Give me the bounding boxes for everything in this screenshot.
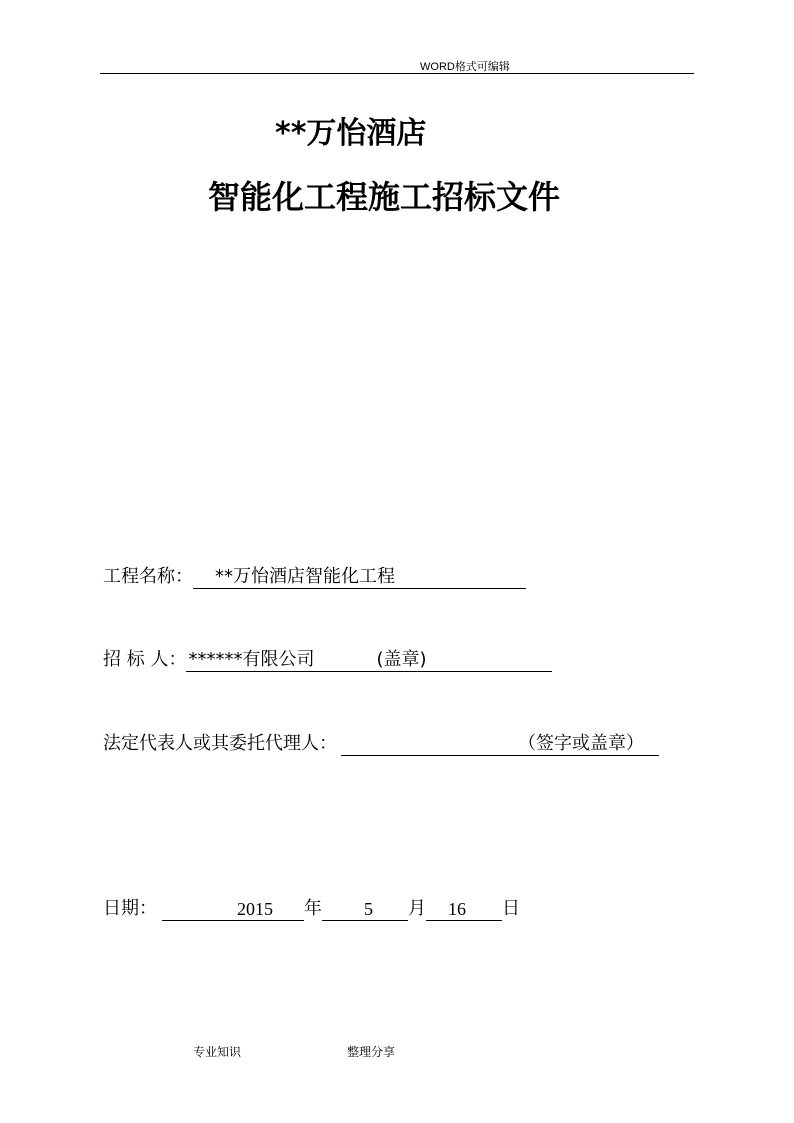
- project-name-label: 工程名称：: [103, 566, 193, 587]
- tenderer-label: 招 标 人：: [103, 649, 187, 670]
- project-name-value: **万怡酒店智能化工程: [215, 566, 395, 587]
- header-divider: [100, 73, 694, 74]
- document-title-line1: **万怡酒店: [275, 116, 427, 151]
- date-year-line: [162, 897, 304, 921]
- document-title-line2: 智能化工程施工招标文件: [208, 178, 561, 216]
- project-name-line: [193, 565, 526, 589]
- date-month: 5: [364, 899, 373, 919]
- page-header-text: WORD格式可编辑: [420, 61, 510, 73]
- date-year: 2015: [237, 899, 273, 919]
- date-day-line: [426, 897, 502, 921]
- date-field: [103, 897, 520, 921]
- legal-representative-line: [341, 732, 659, 756]
- footer-left-text: 专业知识: [193, 1045, 242, 1059]
- date-day-unit: 日: [502, 898, 520, 919]
- date-year-unit: 年: [304, 898, 322, 919]
- footer-right-text: 整理分享: [347, 1045, 396, 1059]
- legal-representative-field: [103, 732, 659, 756]
- date-label: 日期：: [103, 898, 157, 919]
- tenderer-field: [103, 648, 552, 672]
- tenderer-stamp-note: (盖章): [376, 649, 427, 670]
- tenderer-value: ******有限公司: [188, 649, 315, 670]
- date-day: 16: [448, 899, 466, 919]
- date-month-unit: 月: [408, 898, 426, 919]
- date-month-line: [322, 897, 408, 921]
- project-name-field: [103, 565, 526, 589]
- legal-representative-sign-note: （签字或盖章）: [518, 733, 644, 754]
- legal-representative-label: 法定代表人或其委托代理人：: [103, 733, 337, 754]
- tenderer-line: [186, 648, 552, 672]
